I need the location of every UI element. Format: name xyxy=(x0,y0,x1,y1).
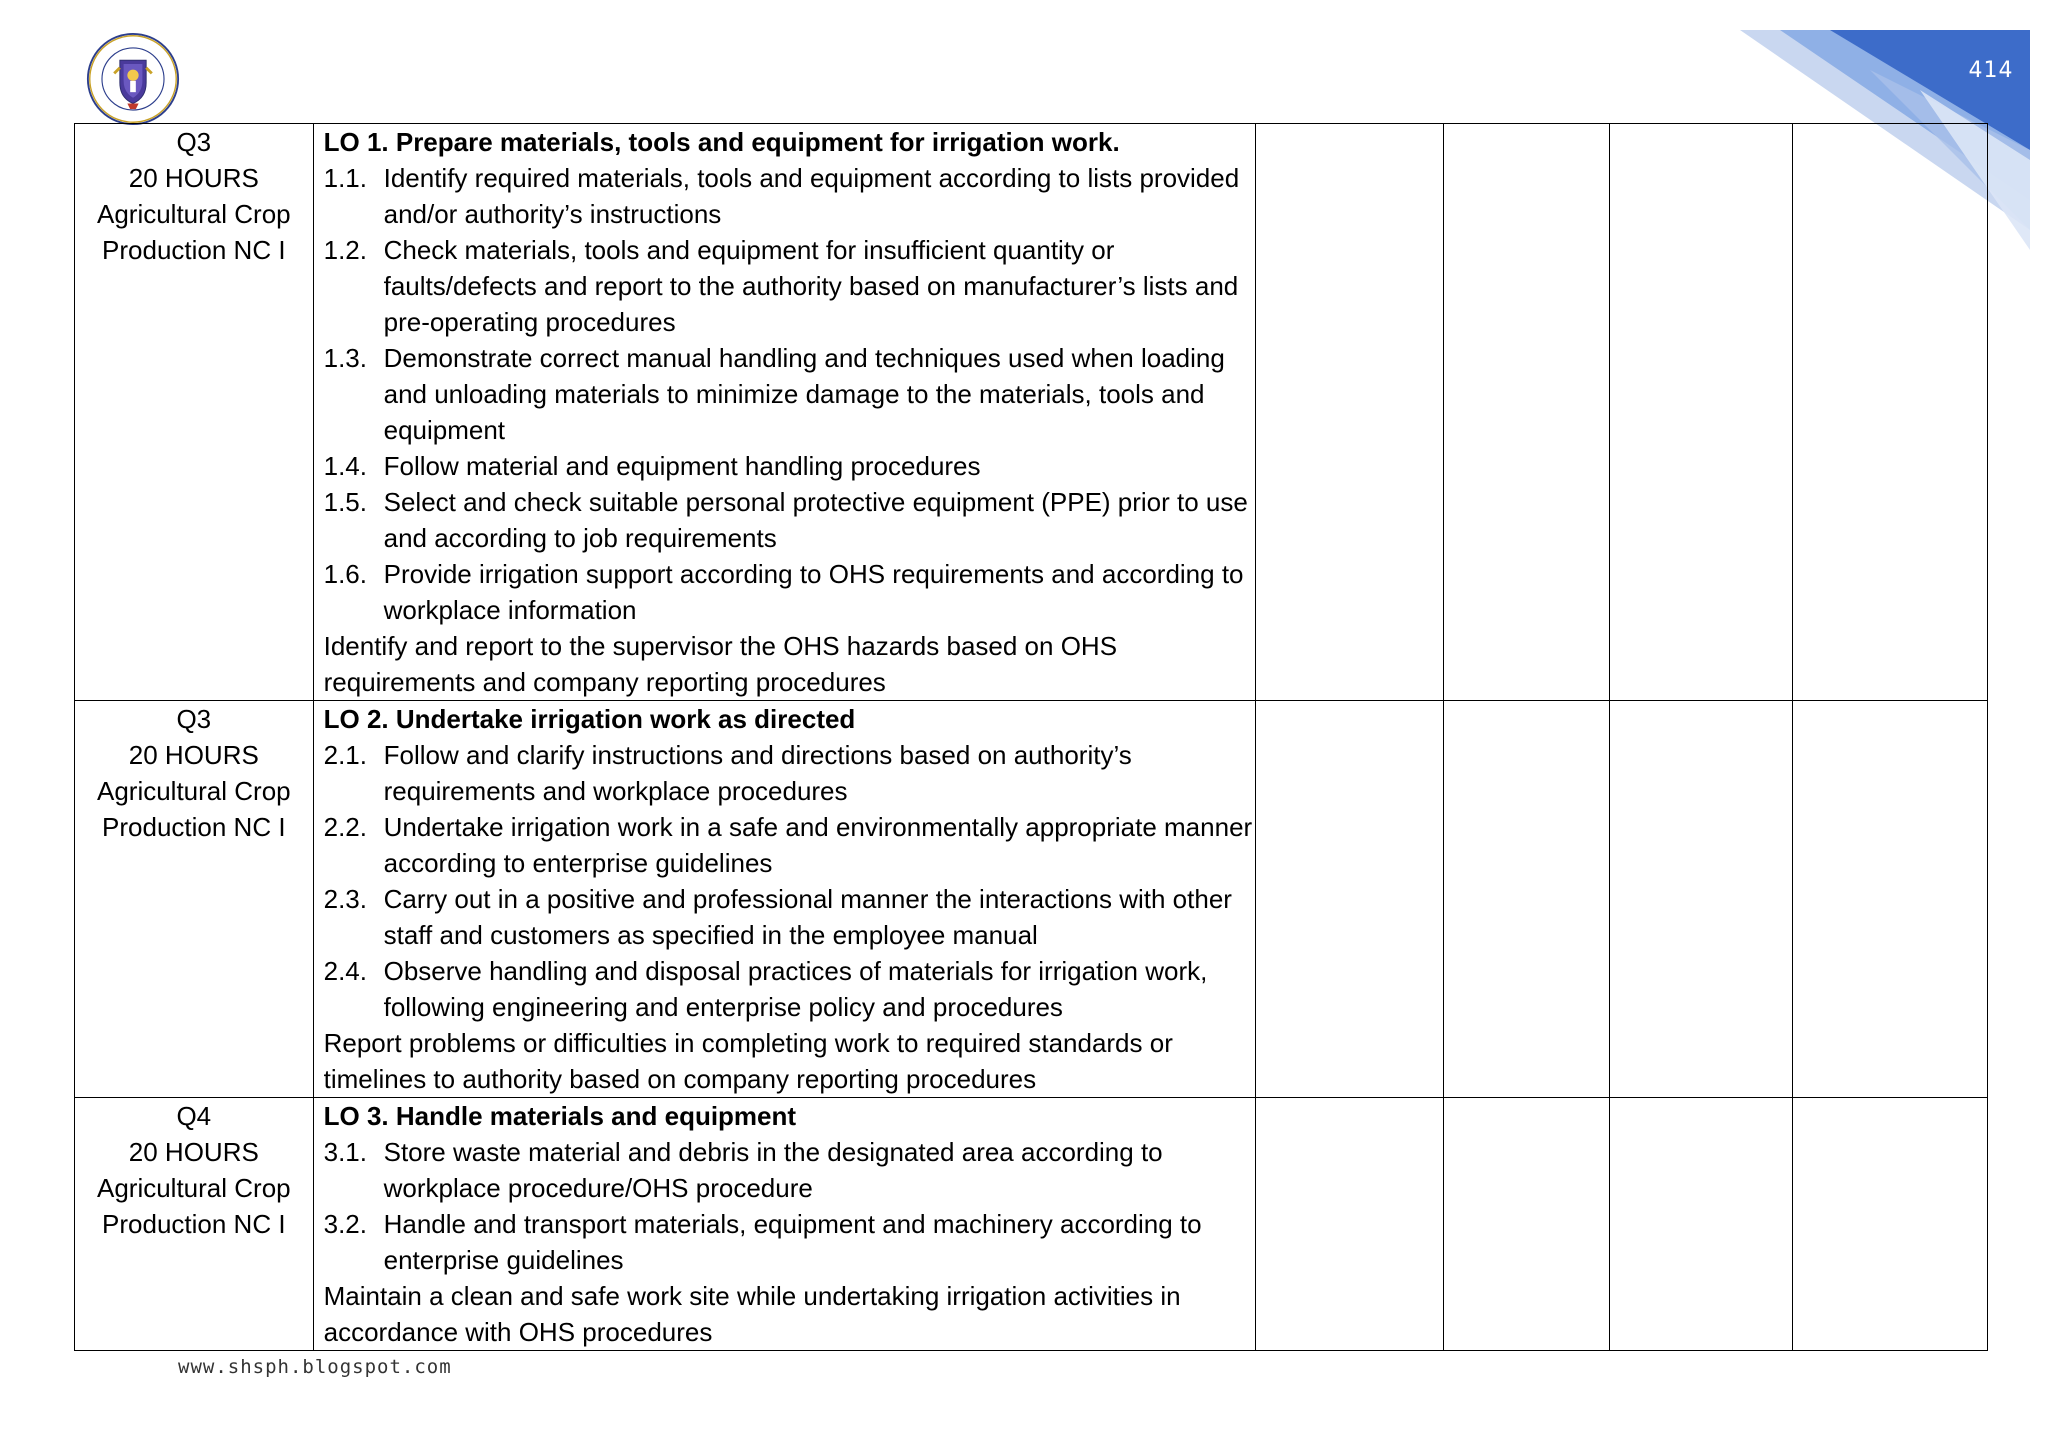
lo-item-text: Select and check suitable personal protective equipment (PPE) prior to use and according to job requirements xyxy=(383,487,1248,553)
lo-item-text: Store waste material and debris in the designated area according to workplace procedure/OHS procedure xyxy=(383,1137,1163,1203)
empty-cell xyxy=(1793,701,1988,1098)
empty-cell xyxy=(1256,1098,1443,1351)
term-course: Agricultural Crop xyxy=(96,1173,291,1203)
lo-item-text: Undertake irrigation work in a safe and environmentally appropriate manner according to enterprise guidelines xyxy=(383,812,1253,878)
lo-item-text: Demonstrate correct manual handling and techniques used when loading and unloading materials to minimize damage to the materials, tools and equipment xyxy=(383,343,1225,445)
empty-cell xyxy=(1609,1098,1792,1351)
empty-cell xyxy=(1443,1098,1609,1351)
lo-item xyxy=(324,448,1255,484)
term-course: Production NC I xyxy=(102,1209,286,1239)
term-quarter: Q4 xyxy=(176,1101,212,1131)
lo-item-text: Handle and transport materials, equipment and machinery according to enterprise guidelines xyxy=(383,1209,1202,1275)
lo-closing-text: Identify and report to the supervisor the OHS hazards based on OHS requirements and company reporting procedures xyxy=(323,631,1118,697)
lo-title: LO 1. Prepare materials, tools and equipment for irrigation work. xyxy=(323,127,1120,157)
lo-item-number: 2.2. xyxy=(323,812,367,842)
learning-outcome-cell xyxy=(313,124,1255,701)
lo-item-text: Observe handling and disposal practices of materials for irrigation work, following engineering and enterprise policy and procedures xyxy=(383,956,1208,1022)
term-quarter: Q3 xyxy=(176,127,212,157)
curriculum-table xyxy=(74,123,1988,1351)
empty-cell xyxy=(1256,701,1443,1098)
empty-cell xyxy=(1609,124,1792,701)
term-course: Production NC I xyxy=(102,235,286,265)
lo-item xyxy=(324,160,1255,232)
lo-item-text: Carry out in a positive and professional manner the interactions with other staff and customers as specified in the employee manual xyxy=(383,884,1232,950)
term-cell xyxy=(75,1098,314,1351)
lo-item-number: 2.4. xyxy=(323,956,367,986)
lo-closing-text: Maintain a clean and safe work site while undertaking irrigation activities in accordance with OHS procedures xyxy=(323,1281,1181,1347)
lo-item-number: 1.5. xyxy=(323,487,367,517)
lo-item-text: Follow and clarify instructions and directions based on authority’s requirements and workplace procedures xyxy=(383,740,1132,806)
lo-item-text: Provide irrigation support according to OHS requirements and according to workplace information xyxy=(383,559,1244,625)
lo-item xyxy=(324,953,1255,1025)
lo-item xyxy=(324,1206,1255,1278)
lo-item-text: Identify required materials, tools and equipment according to lists provided and/or authority’s instructions xyxy=(383,163,1240,229)
deped-seal-icon xyxy=(86,32,180,126)
lo-item-number: 2.3. xyxy=(323,884,367,914)
table-row xyxy=(75,124,1988,701)
page-number: 414 xyxy=(1968,58,2014,83)
term-course: Agricultural Crop xyxy=(96,199,291,229)
empty-cell xyxy=(1793,124,1988,701)
lo-item-number: 3.1. xyxy=(323,1137,367,1167)
lo-item-number: 1.3. xyxy=(323,343,367,373)
lo-title: LO 3. Handle materials and equipment xyxy=(323,1101,797,1131)
lo-item-number: 3.2. xyxy=(323,1209,367,1239)
term-cell xyxy=(75,124,314,701)
empty-cell xyxy=(1793,1098,1988,1351)
lo-title: LO 2. Undertake irrigation work as directed xyxy=(323,704,856,734)
footer-url[interactable]: www.shsph.blogspot.com xyxy=(178,1356,452,1378)
lo-item-text: Follow material and equipment handling procedures xyxy=(383,451,981,481)
lo-item xyxy=(324,1134,1255,1206)
lo-item-number: 1.6. xyxy=(323,559,367,589)
empty-cell xyxy=(1443,701,1609,1098)
lo-item xyxy=(324,340,1255,448)
term-hours: 20 HOURS xyxy=(128,1137,259,1167)
table-row xyxy=(75,701,1988,1098)
lo-closing-text: Report problems or difficulties in completing work to required standards or timelines to authority based on company reporting procedures xyxy=(323,1028,1173,1094)
term-quarter: Q3 xyxy=(176,704,212,734)
term-course: Agricultural Crop xyxy=(96,776,291,806)
table-row xyxy=(75,1098,1988,1351)
term-cell xyxy=(75,701,314,1098)
empty-cell xyxy=(1609,701,1792,1098)
term-course: Production NC I xyxy=(102,812,286,842)
lo-item-number: 1.2. xyxy=(323,235,367,265)
term-hours: 20 HOURS xyxy=(128,163,259,193)
lo-item xyxy=(324,737,1255,809)
lo-item-number: 1.4. xyxy=(323,451,367,481)
empty-cell xyxy=(1443,124,1609,701)
lo-item xyxy=(324,881,1255,953)
lo-item-number: 1.1. xyxy=(323,163,367,193)
learning-outcome-cell xyxy=(313,701,1255,1098)
lo-item xyxy=(324,484,1255,556)
learning-outcome-cell xyxy=(313,1098,1255,1351)
lo-item xyxy=(324,556,1255,628)
term-hours: 20 HOURS xyxy=(128,740,259,770)
lo-item-text: Check materials, tools and equipment for insufficient quantity or faults/defects and report to the authority based on manufacturer’s lists and pre-operating procedures xyxy=(383,235,1239,337)
lo-item xyxy=(324,809,1255,881)
empty-cell xyxy=(1256,124,1443,701)
lo-item-number: 2.1. xyxy=(323,740,367,770)
lo-item xyxy=(324,232,1255,340)
